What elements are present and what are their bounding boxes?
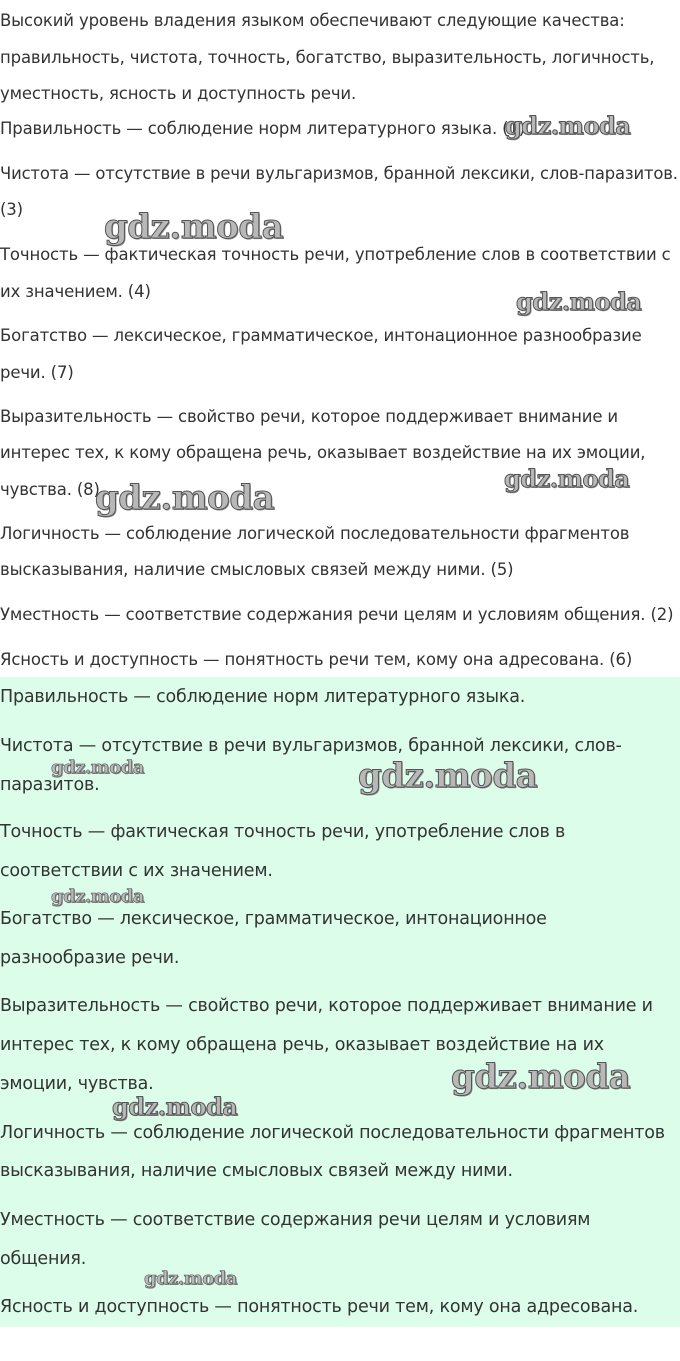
task-line: Высокий уровень владения языком обеспечивают следующие качества: <box>0 11 625 30</box>
watermark-logo: gdz.moda <box>516 287 642 316</box>
task-line: интерес тех, к кому обращена речь, оказывает воздействие на их эмоции, <box>0 443 646 462</box>
task-line: Правильность — соблюдение норм литературного языка. (1) <box>0 119 526 138</box>
answer-line: высказывания, наличие смысловых связей между ними. <box>0 1161 513 1181</box>
answer-line: соответствии с их значением. <box>0 861 273 881</box>
task-line: (3) <box>0 200 23 219</box>
task-line: речи. (7) <box>0 363 74 382</box>
watermark-logo: gdz.moda <box>144 1268 237 1289</box>
answer-line: Чистота — отсутствие в речи вульгаризмов, бранной лексики, слов- <box>0 736 622 756</box>
answer-line: паразитов. <box>0 775 100 795</box>
answer-line: Правильность — соблюдение норм литературного языка. <box>0 687 526 707</box>
answer-line: Логичность — соблюдение логической последовательности фрагментов <box>0 1123 665 1143</box>
answer-line: Точность — фактическая точность речи, употребление слов в <box>0 822 566 842</box>
task-line: уместность, ясность и доступность речи. <box>0 84 357 103</box>
watermark-logo: gdz.moda <box>451 1057 631 1097</box>
answer-line: интерес тех, к кому обращена речь, оказывает воздействие на их <box>0 1035 604 1055</box>
answer-line: Уместность — соответствие содержания речи целям и условиям <box>0 1210 591 1230</box>
task-line: Богатство — лексическое, грамматическое, интонационное разнообразие <box>0 326 642 345</box>
answer-line: общения. <box>0 1249 87 1269</box>
task-line: Уместность — соответствие содержания речи целям и условиям общения. (2) <box>0 605 674 624</box>
answer-line: Богатство — лексическое, грамматическое, интонационное <box>0 909 547 929</box>
watermark-logo: gdz.moda <box>95 478 275 518</box>
task-line: правильность, чистота, точность, богатство, выразительность, логичность, <box>0 48 655 67</box>
task-line: Выразительность — свойство речи, которое поддерживает внимание и <box>0 407 619 426</box>
answer-line: Выразительность — свойство речи, которое поддерживает внимание и <box>0 996 653 1016</box>
answer-line: эмоции, чувства. <box>0 1074 154 1094</box>
watermark-logo: gdz.moda <box>104 207 284 247</box>
task-line: Ясность и доступность — понятность речи тем, кому она адресована. (6) <box>0 650 633 669</box>
watermark-logo: gdz.moda <box>505 111 631 140</box>
task-line: чувства. (8) <box>0 480 100 499</box>
watermark-logo: gdz.moda <box>51 886 144 907</box>
watermark-logo: gdz.moda <box>51 757 144 778</box>
task-line: Логичность — соблюдение логической последовательности фрагментов <box>0 524 630 543</box>
watermark-logo: gdz.moda <box>504 464 630 493</box>
answer-line: Ясность и доступность — понятность речи тем, кому она адресована. <box>0 1297 639 1317</box>
watermark-logo: gdz.moda <box>358 756 538 796</box>
task-line: Точность — фактическая точность речи, употребление слов в соответствии с <box>0 245 671 264</box>
task-line: Чистота — отсутствие в речи вульгаризмов, бранной лексики, слов-паразитов. <box>0 164 678 183</box>
answer-line: разнообразие речи. <box>0 948 180 968</box>
task-line: высказывания, наличие смысловых связей между ними. (5) <box>0 560 514 579</box>
watermark-logo: gdz.moda <box>112 1092 238 1121</box>
task-line: их значением. (4) <box>0 282 151 301</box>
